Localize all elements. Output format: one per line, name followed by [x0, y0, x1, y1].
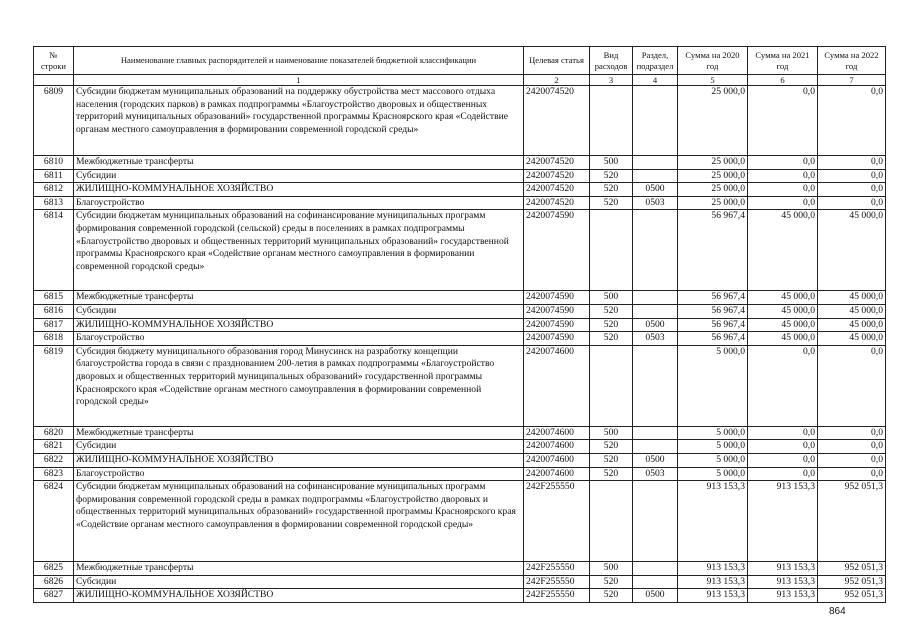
row-sum-2021: 45 000,0 [748, 291, 818, 305]
row-sum-2021: 0,0 [748, 196, 818, 210]
row-expense-type: 500 [590, 562, 633, 576]
row-number: 6814 [34, 210, 74, 291]
row-name: Субсидии бюджетам муниципальных образований на софинансирование муниципальных программ формирования современной городской (сельской) среды в поселениях в рамках подпрограммы «Благоустройство дворовых и общественных территорий муниципальных образований» государственной программы Красноярского края «Содействие органам местного самоуправления в формировании современной городской среды» [74, 210, 524, 291]
table-row [34, 210, 886, 291]
table-row [34, 345, 886, 426]
row-sum-2021: 0,0 [748, 156, 818, 170]
row-number: 6818 [34, 332, 74, 346]
row-number: 6826 [34, 575, 74, 589]
row-target-article: 242F255550 [524, 589, 590, 603]
row-name: Межбюджетные трансферты [74, 426, 524, 440]
row-section: 0503 [633, 332, 678, 346]
column-number: 4 [633, 75, 678, 86]
row-target-article: 2420074590 [524, 210, 590, 291]
row-sum-2020: 5 000,0 [678, 453, 748, 467]
row-target-article: 242F255550 [524, 575, 590, 589]
column-number: 7 [818, 75, 886, 86]
row-section: 0500 [633, 453, 678, 467]
row-sum-2021: 45 000,0 [748, 318, 818, 332]
row-sum-2021: 913 153,3 [748, 575, 818, 589]
row-section [633, 562, 678, 576]
row-sum-2020: 56 967,4 [678, 304, 748, 318]
row-sum-2022: 952 051,3 [818, 562, 886, 576]
row-sum-2020: 25 000,0 [678, 156, 748, 170]
row-number: 6819 [34, 345, 74, 426]
row-section [633, 210, 678, 291]
row-sum-2022: 0,0 [818, 196, 886, 210]
row-number: 6820 [34, 426, 74, 440]
row-sum-2022: 0,0 [818, 453, 886, 467]
row-number: 6809 [34, 86, 74, 156]
table-row [34, 196, 886, 210]
row-sum-2021: 45 000,0 [748, 210, 818, 291]
column-number: 2 [524, 75, 590, 86]
row-target-article: 2420074600 [524, 440, 590, 454]
row-sum-2022: 0,0 [818, 345, 886, 426]
row-expense-type: 520 [590, 332, 633, 346]
row-sum-2022: 45 000,0 [818, 318, 886, 332]
row-target-article: 2420074520 [524, 169, 590, 183]
row-section: 0503 [633, 196, 678, 210]
row-section [633, 156, 678, 170]
row-sum-2022: 0,0 [818, 156, 886, 170]
row-section [633, 291, 678, 305]
row-name: ЖИЛИЩНО-КОММУНАЛЬНОЕ ХОЗЯЙСТВО [74, 589, 524, 603]
col-header-target-article: Целевая статья [524, 47, 590, 75]
row-section: 0503 [633, 467, 678, 481]
row-name: ЖИЛИЩНО-КОММУНАЛЬНОЕ ХОЗЯЙСТВО [74, 183, 524, 197]
row-number: 6810 [34, 156, 74, 170]
row-section [633, 440, 678, 454]
row-number: 6817 [34, 318, 74, 332]
row-expense-type: 520 [590, 196, 633, 210]
row-sum-2022: 45 000,0 [818, 291, 886, 305]
row-name: Благоустройство [74, 467, 524, 481]
row-sum-2020: 5 000,0 [678, 345, 748, 426]
row-expense-type: 520 [590, 304, 633, 318]
row-section: 0500 [633, 589, 678, 603]
row-sum-2022: 0,0 [818, 440, 886, 454]
page-number: 864 [829, 606, 846, 617]
table-row [34, 318, 886, 332]
row-section [633, 345, 678, 426]
row-number: 6824 [34, 481, 74, 562]
row-sum-2021: 0,0 [748, 426, 818, 440]
row-section [633, 426, 678, 440]
row-sum-2020: 5 000,0 [678, 426, 748, 440]
row-name: Субсидии [74, 304, 524, 318]
row-sum-2021: 0,0 [748, 86, 818, 156]
col-header-sum-2021: Сумма на 2021 год [748, 47, 818, 75]
row-expense-type: 520 [590, 589, 633, 603]
row-expense-type: 520 [590, 169, 633, 183]
row-section: 0500 [633, 318, 678, 332]
table-row [34, 467, 886, 481]
row-number: 6811 [34, 169, 74, 183]
row-sum-2020: 913 153,3 [678, 481, 748, 562]
col-header-sum-2020: Сумма на 2020 год [678, 47, 748, 75]
row-sum-2022: 45 000,0 [818, 304, 886, 318]
row-sum-2020: 913 153,3 [678, 589, 748, 603]
row-number: 6822 [34, 453, 74, 467]
row-sum-2021: 0,0 [748, 169, 818, 183]
row-name: ЖИЛИЩНО-КОММУНАЛЬНОЕ ХОЗЯЙСТВО [74, 318, 524, 332]
column-number-row [34, 75, 886, 86]
col-header-sum-2022: Сумма на 2022 год [818, 47, 886, 75]
table-row [34, 589, 886, 603]
row-sum-2020: 56 967,4 [678, 210, 748, 291]
row-target-article: 242F255550 [524, 481, 590, 562]
row-sum-2022: 0,0 [818, 86, 886, 156]
col-header-name: Наименование главных распорядителей и наименование показателей бюджетной классификации [74, 47, 524, 75]
table-row [34, 86, 886, 156]
column-number: 1 [74, 75, 524, 86]
row-sum-2022: 45 000,0 [818, 332, 886, 346]
row-sum-2021: 913 153,3 [748, 589, 818, 603]
row-name: Субсидии [74, 169, 524, 183]
row-expense-type: 520 [590, 440, 633, 454]
row-target-article: 2420074590 [524, 318, 590, 332]
row-name: Субсидии бюджетам муниципальных образований на софинансирование муниципальных программ формирования современной городской среды в рамках подпрограммы «Благоустройство дворовых и общественных территорий муниципальных образований» государственной программы Красноярского края «Содействие органам местного самоуправления в формировании современной городской среды» [74, 481, 524, 562]
row-sum-2022: 952 051,3 [818, 589, 886, 603]
row-expense-type [590, 210, 633, 291]
row-name: Межбюджетные трансферты [74, 291, 524, 305]
row-expense-type: 520 [590, 467, 633, 481]
table-row [34, 575, 886, 589]
row-section [633, 86, 678, 156]
row-expense-type [590, 345, 633, 426]
row-target-article: 2420074600 [524, 345, 590, 426]
column-number [34, 75, 74, 86]
row-name: Благоустройство [74, 332, 524, 346]
row-target-article: 2420074600 [524, 453, 590, 467]
row-expense-type [590, 481, 633, 562]
table-row [34, 304, 886, 318]
row-target-article: 2420074520 [524, 196, 590, 210]
table-row [34, 332, 886, 346]
row-section [633, 304, 678, 318]
row-expense-type: 500 [590, 156, 633, 170]
row-expense-type: 520 [590, 453, 633, 467]
row-number: 6821 [34, 440, 74, 454]
column-number: 3 [590, 75, 633, 86]
table-row [34, 183, 886, 197]
row-section [633, 481, 678, 562]
table-header-row [34, 47, 886, 75]
row-target-article: 2420074590 [524, 291, 590, 305]
row-sum-2022: 952 051,3 [818, 575, 886, 589]
row-name: Межбюджетные трансферты [74, 562, 524, 576]
budget-table [33, 46, 886, 603]
row-section [633, 575, 678, 589]
row-sum-2021: 45 000,0 [748, 332, 818, 346]
table-row [34, 156, 886, 170]
row-section: 0500 [633, 183, 678, 197]
row-sum-2022: 0,0 [818, 467, 886, 481]
row-target-article: 2420074590 [524, 332, 590, 346]
row-sum-2020: 913 153,3 [678, 562, 748, 576]
row-target-article: 242F255550 [524, 562, 590, 576]
column-number: 5 [678, 75, 748, 86]
row-expense-type: 520 [590, 575, 633, 589]
row-sum-2020: 5 000,0 [678, 467, 748, 481]
col-header-section: Раздел, подраздел [633, 47, 678, 75]
row-sum-2020: 913 153,3 [678, 575, 748, 589]
row-target-article: 2420074520 [524, 86, 590, 156]
row-number: 6813 [34, 196, 74, 210]
col-header-expense-type: Вид расходов [590, 47, 633, 75]
table-row [34, 562, 886, 576]
row-name: Субсидия бюджету муниципального образования город Минусинск на разработку концепции благоустройства города в связи с празднованием 200-летия в рамках подпрограммы «Благоустройство дворовых и общественных территорий муниципальных образований» государственной программы Красноярского края «Содействие органам местного самоуправления в формировании современной городской среды» [74, 345, 524, 426]
row-expense-type: 500 [590, 426, 633, 440]
row-target-article: 2420074600 [524, 426, 590, 440]
row-expense-type: 500 [590, 291, 633, 305]
table-row [34, 291, 886, 305]
col-header-row-number: № строки [34, 47, 74, 75]
table-row [34, 426, 886, 440]
row-sum-2021: 0,0 [748, 453, 818, 467]
row-sum-2021: 913 153,3 [748, 481, 818, 562]
row-sum-2022: 952 051,3 [818, 481, 886, 562]
row-expense-type [590, 86, 633, 156]
row-sum-2021: 913 153,3 [748, 562, 818, 576]
row-target-article: 2420074600 [524, 467, 590, 481]
row-sum-2021: 0,0 [748, 183, 818, 197]
row-sum-2021: 0,0 [748, 345, 818, 426]
row-name: ЖИЛИЩНО-КОММУНАЛЬНОЕ ХОЗЯЙСТВО [74, 453, 524, 467]
table-row [34, 440, 886, 454]
row-sum-2022: 0,0 [818, 183, 886, 197]
row-number: 6825 [34, 562, 74, 576]
row-name: Субсидии [74, 440, 524, 454]
row-target-article: 2420074520 [524, 183, 590, 197]
row-sum-2020: 25 000,0 [678, 196, 748, 210]
row-name: Субсидии бюджетам муниципальных образований на поддержку обустройства мест массового отдыха населения (городских парков) в рамках подпрограммы «Благоустройство дворовых и общественных территорий муниципальных образований» государственной программы Красноярского края «Содействие органам местного самоуправления в формировании современной городской среды» [74, 86, 524, 156]
row-number: 6815 [34, 291, 74, 305]
table-row [34, 453, 886, 467]
row-sum-2021: 45 000,0 [748, 304, 818, 318]
table-row [34, 481, 886, 562]
row-sum-2021: 0,0 [748, 440, 818, 454]
row-name: Межбюджетные трансферты [74, 156, 524, 170]
row-expense-type: 520 [590, 318, 633, 332]
row-sum-2020: 5 000,0 [678, 440, 748, 454]
row-name: Субсидии [74, 575, 524, 589]
table-row [34, 169, 886, 183]
row-sum-2020: 25 000,0 [678, 169, 748, 183]
row-number: 6827 [34, 589, 74, 603]
row-number: 6823 [34, 467, 74, 481]
row-number: 6816 [34, 304, 74, 318]
row-sum-2020: 25 000,0 [678, 86, 748, 156]
row-section [633, 169, 678, 183]
column-number: 6 [748, 75, 818, 86]
row-sum-2020: 56 967,4 [678, 332, 748, 346]
row-sum-2020: 56 967,4 [678, 318, 748, 332]
row-sum-2020: 56 967,4 [678, 291, 748, 305]
row-sum-2022: 0,0 [818, 426, 886, 440]
row-sum-2022: 0,0 [818, 169, 886, 183]
table-body [34, 86, 886, 603]
row-name: Благоустройство [74, 196, 524, 210]
row-number: 6812 [34, 183, 74, 197]
row-expense-type: 520 [590, 183, 633, 197]
row-sum-2021: 0,0 [748, 467, 818, 481]
row-target-article: 2420074520 [524, 156, 590, 170]
row-sum-2022: 45 000,0 [818, 210, 886, 291]
row-target-article: 2420074590 [524, 304, 590, 318]
row-sum-2020: 25 000,0 [678, 183, 748, 197]
